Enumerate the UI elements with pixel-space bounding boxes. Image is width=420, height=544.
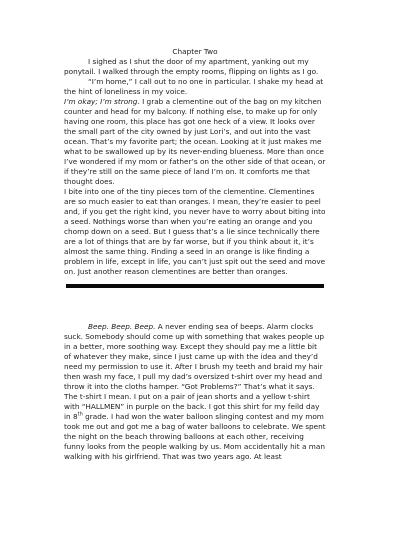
italic-sound: Beep. Beep. Beep. (88, 322, 156, 331)
section-two (64, 322, 326, 462)
paragraph-text: grade. I had won the water balloon slinging contest and my mom took me out and got me a bag of water balloons to celebrate. We spent the night on the beach throwing balloons at each other, receiving funny looks from the people walking by us. Mom accidentally hit a man walking with his girlfriend. That was two years ago. At least (64, 412, 326, 461)
chapter-title: Chapter Two (172, 47, 218, 56)
paragraph: I sighed as I shut the door of my apartment, yanking out my ponytail. I walked through the empty rooms, flipping on lights as I go. (64, 57, 319, 76)
paragraph-text: I grab a clementine out of the bag on my kitchen counter and head for my balcony. If nothing else, to make up for only having one room, this place has got one heck of a view. It looks over the small part of the city owned by just Lori’s, and out into the vast ocean. That’s my favorite part; the ocean. Looking at it just makes me what to be swallowed up by its never-ending blueness. More than once I’ve wondered if my mom or father’s on the other side of that ocean, or if they’re still on the same piece of land I’m on. It comforts me that thought does. (64, 97, 326, 186)
section-divider (66, 284, 324, 288)
paragraph: I bite into one of the tiny pieces torn of the clementine. Clementines are so much easier to eat than oranges. I mean, they’re easier to peel and, if you get the right kind, you never have to worry about biting into a seed. Nothings worse than when you’re eating an orange and you chomp down on a seed. But I guess that’s a lie since technically there are a lot of things that are by far worse, but if you think about it, it’s almost the same thing. Finding a seed in an orange is like finding a problem in life, except in life, you can’t just spit out the seed and move on. Just another reason clementines are better than oranges. (64, 187, 326, 276)
paragraph (64, 97, 326, 187)
paragraph: “I’m home,” I call out to no one in particular. I shake my head at the hint of loneliness in my voice. (64, 77, 324, 96)
section-one (64, 57, 326, 277)
italic-thought: I’m okay; I’m strong. (64, 97, 140, 106)
paragraph-text: A never ending sea of beeps. Alarm clocks suck. Somebody should come up with something that wakes people up in a better, more soothing way. Except they should pay me a little bit of whatever they make, since I just came up with the idea and they’d need my permission to use it. After I brush my teeth and braid my hair then wash my face, I pull my dad’s oversized t-shirt over my head and throw it into the cloths hamper. “Got Problems?” That’s what it says. The t-shirt I mean. I put on a pair of jean shorts and a yellow t-shirt with “HALLMEN” in purple on the back. I got this shirt for my feild day in 8 (64, 322, 325, 421)
paragraph (64, 322, 326, 462)
ordinal-suffix: th (77, 411, 83, 418)
